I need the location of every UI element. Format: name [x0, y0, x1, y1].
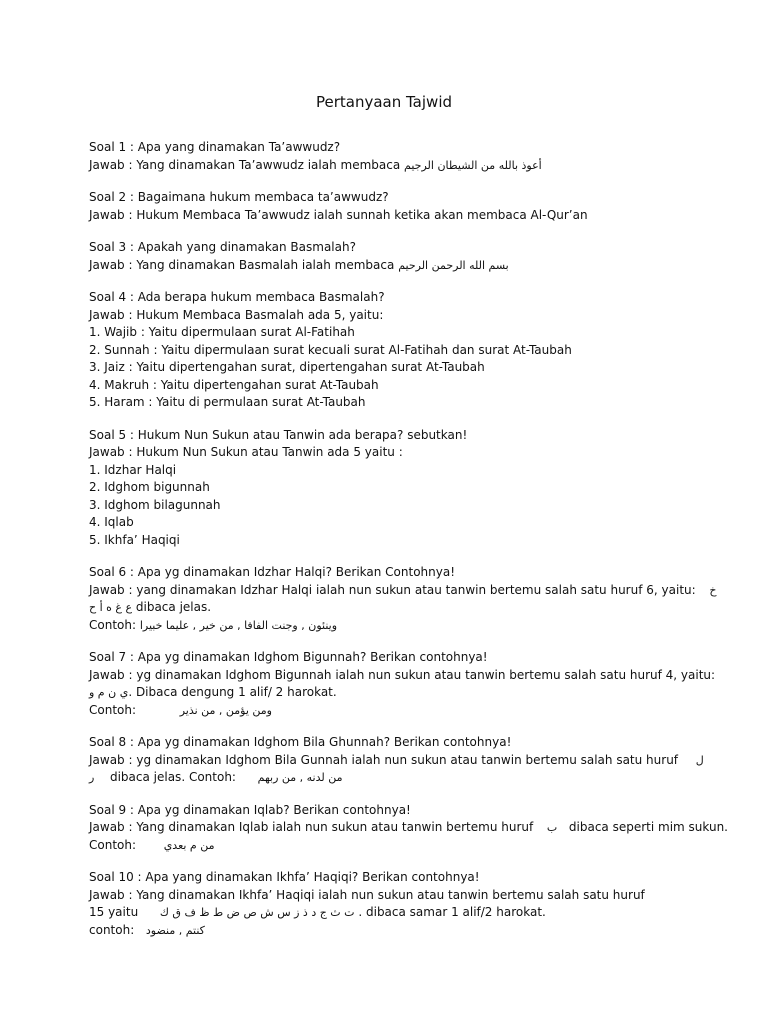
answer-text: dibaca seperti mim sukun. [568, 820, 728, 834]
arabic-example: كنتم , منضود [145, 923, 205, 937]
example-line [89, 837, 689, 855]
answer-text: . Dibaca dengung 1 alif/ 2 harokat. [128, 685, 337, 699]
page-title: Pertanyaan Tajwid [315, 93, 453, 111]
answer-text: dibaca jelas. Contoh: [109, 770, 236, 784]
answer-line [89, 684, 689, 702]
answer-line [89, 904, 689, 922]
answer-text: 15 yaitu [89, 905, 139, 919]
arabic-letters: ع غ ه أ ح [89, 601, 133, 614]
arabic-letter: خ [709, 583, 717, 597]
question-1 [89, 139, 689, 174]
arabic-example: وينئون , وجنت الفافا , من خير , عليما خبيرا [139, 618, 338, 632]
list-item: 4. Iqlab [89, 515, 134, 529]
answer-line [89, 157, 689, 175]
example-label: Contoh: [89, 617, 137, 632]
question-9 [89, 802, 728, 855]
arabic-text: أعوذ بالله من الشيطان الرجيم [404, 158, 542, 172]
answer-text: Jawab : Hukum Membaca Ta’awwudz ialah sunnah ketika akan membaca Al-Qur’an [89, 207, 588, 222]
list-item: 1. Wajib : Yaitu dipermulaan surat Al-Fatihah [89, 325, 355, 339]
question-10 [89, 869, 689, 939]
question-7 [89, 649, 716, 719]
question-text: Soal 8 : Apa yg dinamakan Idghom Bila Ghunnah? Berikan contohnya! [89, 735, 512, 749]
answer-text: Jawab : yg dinamakan Idghom Bila Gunnah ialah nun sukun atau tanwin bertemu salah satu huruf [89, 752, 679, 767]
arabic-example: ومن يؤمن , من نذير [179, 703, 272, 717]
question-text: Soal 9 : Apa yg dinamakan Iqlab? Berikan contohnya! [89, 802, 411, 817]
question-4 [89, 289, 689, 412]
list-item: 5. Ikhfa’ Haqiqi [89, 532, 180, 547]
answer-text: Jawab : yg dinamakan Idghom Bigunnah ialah nun sukun atau tanwin bertemu salah satu huruf 4, yaitu: [89, 667, 716, 682]
arabic-letter: ب [546, 821, 558, 834]
question-text: Soal 7 : Apa yg dinamakan Idghom Bigunnah? Berikan contohnya! [89, 650, 488, 664]
list-item: 3. Idghom bilagunnah [89, 497, 221, 512]
list-item: 4. Makruh : Yaitu dipertengahan surat At-Taubah [89, 377, 379, 392]
answer-line [89, 819, 728, 837]
question-6 [89, 564, 717, 634]
arabic-text: بسم الله الرحمن الرحيم [398, 258, 509, 272]
list-item: 3. Jaiz : Yaitu dipertengahan surat, dipertengahan surat At-Taubah [89, 360, 485, 374]
answer-line [89, 582, 717, 600]
answer-line [89, 769, 689, 787]
question-text: Soal 5 : Hukum Nun Sukun atau Tanwin ada berapa? sebutkan! [89, 427, 468, 442]
answer-text: Jawab : Yang dinamakan Iqlab ialah nun sukun atau tanwin bertemu huruf [89, 820, 534, 834]
example-line [89, 702, 689, 720]
answer-text: Jawab : Yang dinamakan Ta’awwudz ialah membaca [89, 157, 401, 172]
arabic-example: من لدنه , من ربهم [257, 771, 343, 784]
arabic-example: من م بعدي [163, 838, 215, 852]
document-body [89, 139, 728, 954]
example-line [89, 617, 689, 635]
answer-line [89, 599, 689, 617]
answer-text: Jawab : Hukum Membaca Basmalah ada 5, yaitu: [89, 307, 384, 322]
question-text: Soal 3 : Apakah yang dinamakan Basmalah? [89, 240, 356, 254]
example-label: Contoh: [89, 702, 137, 717]
question-text: Soal 1 : Apa yang dinamakan Ta’awwudz? [89, 140, 341, 154]
example-label: contoh: [89, 922, 135, 937]
list-item: 2. Sunnah : Yaitu dipermulaan surat kecuali surat Al-Fatihah dan surat At-Taubah [89, 342, 572, 357]
question-text: Soal 4 : Ada berapa hukum membaca Basmalah? [89, 290, 385, 304]
question-2 [89, 189, 689, 224]
list-item: 5. Haram : Yaitu di permulaan surat At-Taubah [89, 395, 366, 409]
question-5 [89, 427, 689, 550]
answer-line [89, 257, 689, 275]
question-text: Soal 6 : Apa yg dinamakan Idzhar Halqi? Berikan Contohnya! [89, 565, 456, 579]
question-text: Soal 2 : Bagaimana hukum membaca ta’awwudz? [89, 190, 389, 204]
question-text: Soal 10 : Apa yang dinamakan Ikhfa’ Haqiqi? Berikan contohnya! [89, 870, 480, 884]
arabic-letter: ر [89, 771, 95, 784]
answer-text: Jawab : Yang dinamakan Basmalah ialah membaca [89, 257, 395, 272]
arabic-letter: ل [695, 753, 704, 767]
arabic-letters: ي ن م و [89, 686, 129, 699]
example-label: Contoh: [89, 837, 137, 852]
list-item: 2. Idghom bigunnah [89, 480, 210, 494]
example-line [89, 922, 689, 940]
answer-line [89, 752, 704, 770]
answer-text: Jawab : yang dinamakan Idzhar Halqi ialah nun sukun atau tanwin bertemu salah satu huruf 6, yaitu: [89, 582, 696, 597]
list-item: 1. Idzhar Halqi [89, 462, 177, 477]
answer-text: . dibaca samar 1 alif/2 harokat. [358, 905, 546, 919]
answer-text: Jawab : Yang dinamakan Ikhfa’ Haqiqi ialah nun sukun atau tanwin bertemu salah satu huruf [89, 887, 645, 902]
answer-text: dibaca jelas. [135, 600, 212, 614]
question-8 [89, 734, 704, 787]
question-3 [89, 239, 689, 274]
arabic-letters: ت ث ج د ذ ز س ش ص ض ط ظ ف ق ك [159, 906, 355, 919]
answer-text: Jawab : Hukum Nun Sukun atau Tanwin ada 5 yaitu : [89, 445, 403, 459]
